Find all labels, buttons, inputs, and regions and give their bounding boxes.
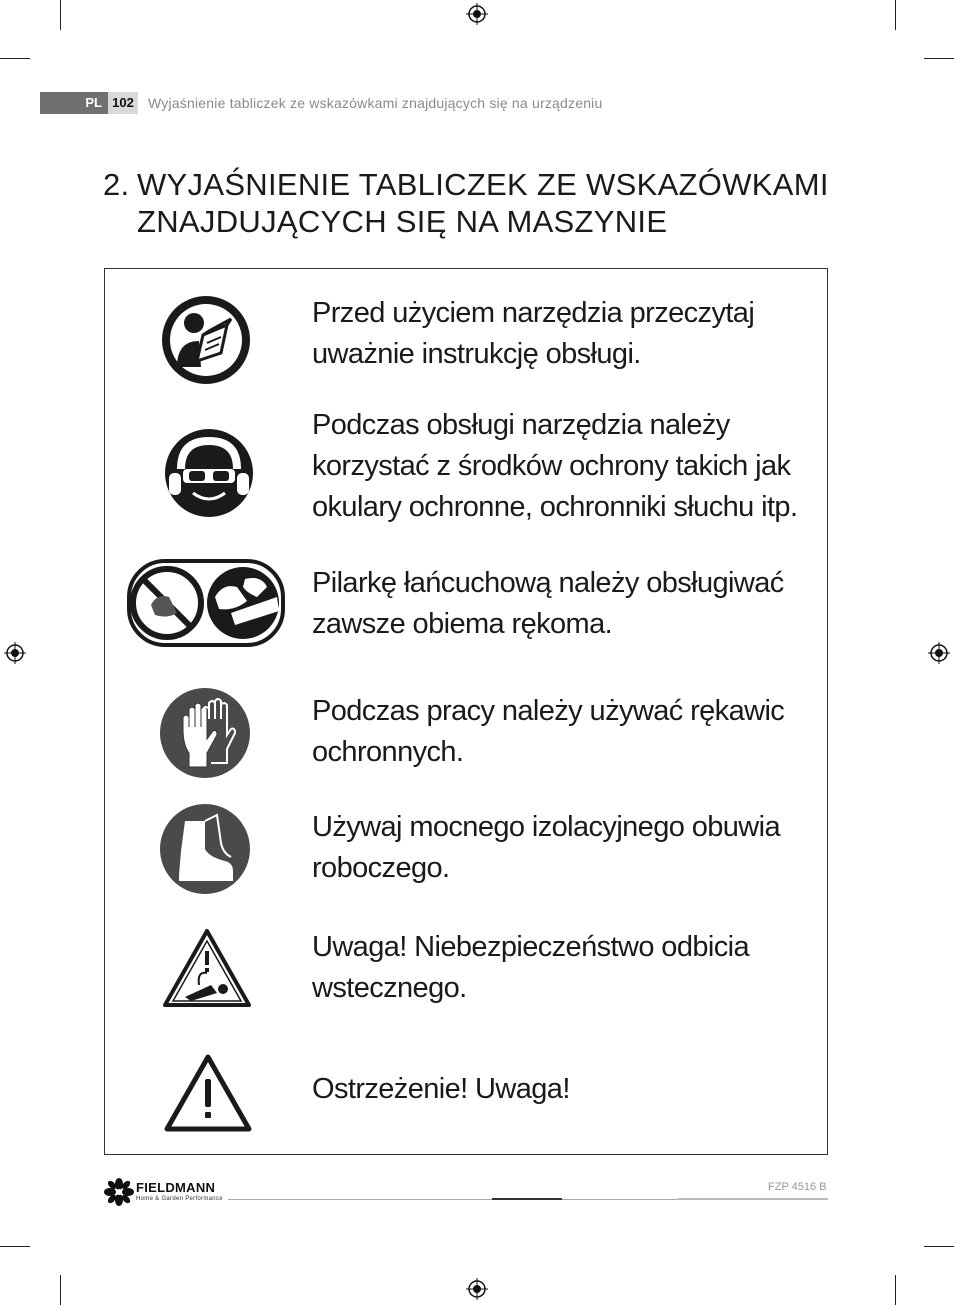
- section-title-line2: ZNAJDUJĄCYCH SIĘ NA MASZYNIE: [137, 204, 668, 239]
- sign-row: [105, 917, 827, 1027]
- registration-mark-icon: [466, 3, 488, 25]
- sign-row: [105, 1049, 827, 1149]
- registration-mark-icon: [928, 642, 950, 664]
- page-number: 102: [108, 92, 138, 114]
- two-hands-icon: [127, 557, 285, 649]
- sign-row: [105, 551, 827, 661]
- crop-mark: [895, 0, 896, 30]
- kickback-warning-icon: [161, 927, 253, 1011]
- registration-mark-icon: [466, 1278, 488, 1300]
- brand-tagline: Home & Garden Performance: [136, 1196, 223, 1202]
- section-number: 2.: [103, 167, 130, 202]
- footer-divider-accent: [678, 1198, 828, 1200]
- crop-mark: [924, 58, 954, 59]
- crop-mark: [924, 1246, 954, 1247]
- section-title-line1: WYJAŚNIENIE TABLICZEK ZE WSKAZÓWKAMI: [137, 167, 829, 202]
- signs-table: [104, 268, 828, 1155]
- warning-icon: [163, 1053, 253, 1135]
- protective-gear-icon: [163, 423, 255, 521]
- crop-mark: [0, 58, 30, 59]
- sign-row: [105, 409, 827, 539]
- sign-text: Używaj mocnego izolacyjnego obuwia roboczego.: [312, 811, 781, 884]
- gloves-icon: [159, 687, 251, 779]
- footer-divider-accent: [492, 1198, 562, 1200]
- sign-row: [105, 679, 827, 789]
- sign-text: Ostrzeżenie! Uwaga!: [312, 1073, 570, 1105]
- fieldmann-logo-icon: [104, 1178, 134, 1206]
- sign-text: Pilarkę łańcuchową należy obsługiwać zawsze obiema rękoma.: [312, 567, 784, 640]
- page-header-tab: [40, 92, 138, 114]
- read-manual-icon: [161, 295, 251, 385]
- crop-mark: [895, 1275, 896, 1305]
- brand-name: FIELDMANN: [136, 1180, 216, 1195]
- language-tag: PL: [40, 92, 108, 114]
- sign-text: Uwaga! Niebezpieczeństwo odbicia wstecznego.: [312, 931, 749, 1004]
- boots-icon: [159, 803, 251, 895]
- sign-text: Podczas pracy należy używać rękawic ochronnych.: [312, 695, 785, 768]
- sign-row: [105, 795, 827, 905]
- crop-mark: [60, 1275, 61, 1305]
- running-title: Wyjaśnienie tabliczek ze wskazówkami znajdujących się na urządzeniu: [148, 95, 603, 111]
- sign-row: [105, 283, 827, 393]
- crop-mark: [0, 1246, 30, 1247]
- model-number: FZP 4516 B: [768, 1181, 827, 1193]
- sign-text: Przed użyciem narzędzia przeczytaj uważnie instrukcję obsługi.: [312, 297, 755, 370]
- crop-mark: [60, 0, 61, 30]
- registration-mark-icon: [4, 642, 26, 664]
- sign-text: Podczas obsługi narzędzia należy korzystać z środków ochrony takich jak okulary ochronne, ochronniki słuchu itp.: [312, 409, 798, 523]
